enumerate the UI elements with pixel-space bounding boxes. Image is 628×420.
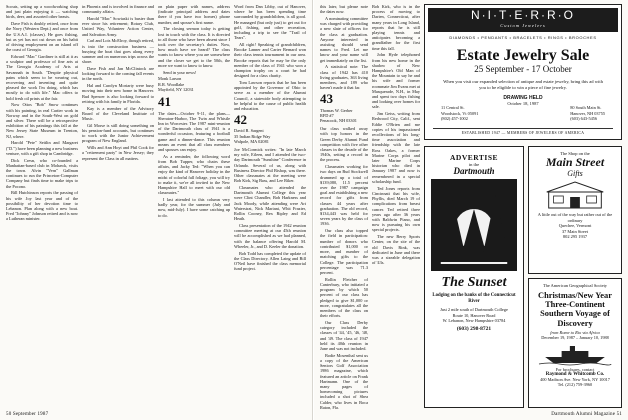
paragraph: As a reminder, the following word from Bob Tupper, who chairs these affairs, and Jacky Ted: "When you can enjoy the kind of Hanover holiday in the midst of colorful fall foliage, you will try to make it, we're all invited to the New Hampshire Hall to meet with our old classmates." (158, 153, 230, 196)
sunset-phone: (603) 298-8721 (456, 325, 492, 332)
contact-label: For brochures, contact (555, 366, 595, 372)
voyage-route: from Rome to Rio via Africa (550, 330, 600, 336)
publication-name: Dartmouth (453, 166, 495, 176)
paragraph: Carl and Lois McElroy, though retired, is into the construction business — busying the boat that goes along every summer and on numerous trips across the shore. (82, 38, 154, 65)
paragraph: on plain paper with names, address (indicate principal address and dates there if you have two homes) phone number, and spouse's first name. (158, 4, 230, 25)
address-line: RFD #7 (320, 112, 334, 118)
advertise-publication (425, 162, 523, 174)
paragraph: Now Ottos "Bob" Snow continues with his painting, in real Cartier work in Norway and in the South-West on gold and silver. There will be a retrospective exhibition of his paintings this fall at the New Jersey State Museum in Trenton, NJ, where. (6, 102, 78, 139)
left-column-4 (234, 4, 306, 404)
sunset-city: W. Lebanon, New Hampshire 03784 (442, 318, 506, 323)
address-line: (603) 643-5456 (570, 116, 598, 121)
jewelry-ad-footer: ESTABLISHED 1947 — MEMBERS OF JEWELERS OF AMERICA (433, 128, 613, 135)
paragraph: Dick Cresn, who co-founded a Manhattan-based club in Mohawk, visits the town. Alvin "Vern" Gallman continues to run the Princeton-Computer Company but finds time to make trips to the Pocono. (6, 157, 78, 189)
voyage-title: Christmas/New Year Three-Continent Southern Voyage of Discovery (538, 290, 612, 328)
paragraph: Our Class Derby category included the classes of '44, '45, '46, '48, and '49. The class of 1947 held its 40th reunion in June and was not included. (320, 319, 368, 351)
paragraph: Dave Fish is doubly retired, once from the Navy (Western Dept.) and once from the U.S.A.I. (classes). He goes fishing, but as yet has not cut down on his habit of driving employment on an island off the coast of Georgia. (6, 21, 78, 53)
class-secretary-address (320, 108, 368, 124)
paragraph: The closing sermon today is getting lost in touch with the class. It is directed to all those who have been absent since I took over the secretary's duties. Now, how much have we heard? The class wants to know where you are somewhere and the closer we get to the 50th, the more we want to know to know. (158, 26, 230, 68)
class-number: 41 (158, 94, 171, 110)
paragraph: Word from Dan Libby, out of Hanover, where he has been spending time surrounded by grandchildren, is all good. He managed (but only just) to get out for golf, fishing, and other recreation, including a trip to see the "Trail of Tears". (234, 4, 306, 41)
paragraph: Classmates who attended the Dartmouth Alumni College this year were Clint Chandler, Bob Harkness and Jack Moody, while attending were Art Waterstrat, Nick Mariani, Whit Frazier, Rollin Cooney, Rex Ripley and Ed Heath. (234, 185, 306, 222)
paragraph: Our class also topped the field in participation: number of donors who contributed $1,000 or more, and number of matching gifts to the College. The participation percentage was 71.3 percent. (320, 228, 368, 275)
paragraph: All right! Speaking of grandchildren, Brooke Lanner and Carter Bernard won their class tennis tournament in our area. Brooke reports that he may be the only member of the class of 1941 who won a champion trophy on a court he had designed for a class charity. (234, 42, 306, 79)
paragraph: I last attended to this column very badly year, for the summer (July and now, mid-July). I have some catching up to do. (158, 197, 230, 218)
sunset-location: Just 2 mile south of Dartmouth College (440, 307, 508, 312)
agency-name: Raymond & Whitcomb Co. (545, 371, 605, 377)
sunset-lodging-ad (424, 146, 524, 408)
paragraph: Our class walked away with top honors in the Green Derby Alumni Fund competition with five other classes in the decade of the 1940s, setting a record in the process. (320, 126, 368, 163)
paragraph: Bob Todd has completed the update of the Class Directory. Allen Laing and Bill O'Neil have finished the class memorial fund project. (234, 250, 306, 272)
paragraph: Tom Lawson reports that he has been appointed by the Governor of Ohio to serve as a member of the Alumni Council, a statewide body attempting to be helpful to the cause of public health and education. (234, 80, 306, 112)
paragraph: Dave Fish and Jan McClintock are looking forward to the coming fall events in the north. (82, 66, 154, 82)
jewelry-logo-subtitle: Custom Jewelers (500, 23, 546, 28)
voyage-dates: December 19, 1987 – January 10, 1988 (541, 335, 609, 341)
paragraph: Bodie Mosenthal sent us a copy of the American Seniors Golf Association 1986 magazine, which featured an article on Frank Hartmann. One of the many pages of homecoming pictures included a shot of Shea Calder, who lives in Boca Raton, Fla. (320, 352, 368, 410)
paragraph: John Hyde telephoned from his new home in the shadow of New Hampshire's Old Man of the Mountain to say he and his wife and former roommate Jim Evans met at Masquerade, N.H., in May and spent two days fishing and looking over homes for sale. (372, 52, 420, 110)
shop-street: 37 Main Street (561, 228, 589, 234)
left-column-2 (82, 4, 154, 404)
paragraph: A nominating committee was charged with providing a new slate of officers for the class at graduation. Anyone interested in assisting should send names to Fred. Let me know and your name will get immediately on the list. (320, 16, 368, 63)
address-line: R.R. Woodlake (158, 81, 185, 87)
drawing-date: October 18, 1987 (507, 101, 539, 106)
address-line: Monk Larson (158, 76, 182, 82)
paragraph: Rollin Fletcher of Canterbury, who initiated a program by which 50 percent of our class has pledged to give $1,000 or more, congratulates all the members of the class on their efforts. (320, 276, 368, 319)
shop-prefix: The Shop on the (560, 151, 590, 156)
society-name: The American Geographical Society (542, 283, 607, 288)
hanover-address (570, 105, 605, 122)
paragraph: Kay is a member of the Advisory Board of the Cleveland Institute of Music. (82, 105, 154, 122)
address-line: Walpole, MA 02081 (234, 138, 269, 144)
in-the-label: in the (468, 162, 480, 167)
voyage-illustration (539, 343, 611, 365)
paragraph: in Phoenix and is involved in finance and community affairs. (82, 4, 154, 15)
paragraph: Send in your news! (163, 69, 197, 75)
address-line: Hanover, NH 03755 (570, 110, 605, 116)
storefront-icon (537, 180, 613, 210)
paragraph: The new Berry Sports Center, on the site of the old Davis Rink, was dedicated in June and there was a sizeable delegation of '43s. (372, 234, 420, 266)
paragraph: Bill Hutchinson reports the passing of his wife Joy last year and of the possibility of her devotion time to Lebanon. Plan along with a new boat. Fred "Johnny" Johnson retired and is now a Lutheran minister. (6, 190, 79, 222)
page-folio: 50 September 1987 (6, 412, 49, 417)
paragraph: Bob Kirk, who is in the process of moving to Darien, Connecticut, after many years in Long Island, reports that he is still playing tennis and anticipates becoming a grandfather for the first time this fall. (372, 4, 420, 51)
address-line: Woodstock, Vt 05091 (441, 110, 479, 116)
paragraph: Harold "Mac" Sowiaski is busier than ever since his retirement; Rotary Club, United Way, Volunteer Action Center, and Salvation Army. (82, 16, 154, 37)
left-page (0, 0, 313, 420)
pine-trees-icon (431, 179, 517, 271)
drawing-heading: DRAWING HELD (503, 95, 543, 101)
class-secretary-address (234, 128, 306, 144)
shop-slogan: A little out of the way but rather out of the ordinary (537, 212, 613, 223)
ship-icon (539, 343, 611, 365)
sunset-tagline: Lodging on the banks of the Connecticut River (432, 293, 516, 304)
shop-town: Quechee, Vermont (558, 223, 592, 229)
paragraph: Classmates working for two days on Bud Stockwell drummed up a total of $139,080, 11.5 percent over the 1987 campaign goal and establishing a new record for gifts from classes 44 years after graduation. The old record, $134,443 was held for seven years by the class of 1936. (320, 164, 368, 227)
paragraph: Ted Jones reports from Cincinnati that his wife, Phyllis, died March 19 of complications from breast cancer. Ted retired three years ago after 36 years with Baldwin Piano, and now is pursuing his own special projects. (372, 185, 420, 233)
paragraph: Wills and Ann Hoyt and Phil Cook for a "retirement party" in New Jersey; they represent the Class in all matters. (82, 145, 154, 161)
shop-name: Main Street (545, 155, 605, 169)
paragraph: A statistical note: The class of 1942 has 410 living graduates, 363 living members, and 189 who haven't made it that far. (320, 64, 368, 91)
advertise-heading: ADVERTISE (450, 153, 498, 162)
paragraph: Jim Geiss, writing from Redwood City, Calif., sent Eddie O'Brien and me copies of his impassioned recollections of his long-time association and friendship with the late Ross Oakes, a former Marine Corps pilot and later Marine Corps historian who died in January 1987 and now is remembered in a special scholarship fund. (372, 111, 420, 184)
address-line: Mayfield, NY 12031 (158, 86, 194, 92)
paragraph: The dates—October 9-11, the plans—Sheraton-Harbor, The Twin and Whistle Inn in Worcester. The 1987 mini-reunion of the Dartmouth class of 1941 is a wonderful occasion, featuring a football game and a dinner-dance. This reunion means an event that all class members and spouses can enjoy. (158, 110, 230, 153)
address-line: 35 Indian Ridge Way (234, 133, 271, 139)
shop-illustration (537, 180, 613, 210)
address-line: Thomas W. Gerber (320, 107, 353, 113)
right-column-1 (320, 4, 368, 410)
agency-phone: Tel. (212) 759-3960 (557, 382, 593, 388)
paragraph: Scouts, setting up a woodworking shop and just plain enjoying it — watching birds, deer, and assorted other beasts. (6, 4, 78, 20)
class-number: 42 (234, 111, 247, 127)
address-line: 80 South Main St. (570, 105, 602, 110)
class-secretary-address (158, 76, 230, 92)
sunset-logo: The Sunset (441, 275, 507, 290)
address-line: Penacook, NH 03301 (320, 118, 357, 124)
agency-address: 400 Madison Ave. New York, NY 10017 (540, 376, 610, 382)
jewelry-logo-banner (428, 8, 618, 32)
jewelry-sale-ad (424, 4, 622, 140)
page-folio: Dartmouth Alumni Magazine 51 (551, 412, 622, 417)
sunset-illustration (431, 179, 517, 271)
shop-gifts-label: Gifts (567, 169, 583, 178)
paragraph: Class presentation of the 1942 reunion committee meeting at our 45th reunion will be accomplished as we had planned, with the balance offering Harold M. Wheeler, Jr., and D. Keeler the donation. (234, 223, 306, 249)
voyage-of-discovery-ad (528, 278, 622, 408)
paragraph: Harold "Pete" Seitlin and Margaret ("D.") have been planning a new business venture, with a gift shop in Cambridge. (6, 140, 78, 156)
address-line: (802) 457-1002 (441, 116, 468, 121)
main-street-gifts-ad (528, 146, 622, 274)
sunset-address: Route 10, Hanover Road (452, 312, 496, 318)
jewelry-ad-title: Estate Jewelry Sale (456, 47, 590, 64)
jewelry-logo: N·I·T·E·R·R·O (471, 8, 575, 22)
shop-phone: 802 295 1937 (562, 234, 588, 240)
class-number: 43 (320, 91, 333, 107)
paragraph: Hal and Carolyn Moriarty were busy moving into their new home in Hanover. Bud Spencer is also looking forward to retiring with his family in Florida. (82, 83, 154, 104)
address-line: David R. Sargent (234, 128, 264, 134)
address-line: 11 Central St. (441, 105, 465, 110)
right-page (314, 0, 628, 420)
paragraph: Edward "Mac" Gardiner is still at it as a sculptor and professor of fine arts at The Georgia Academy of Arts at Savannah in South. "Despite physical pains which seem to be wearing out, recovering and inventing and quite pleased the work I'm doing, which has mostly to do with life." Mac offers to hold fresh oil prints at the fair. (6, 54, 78, 101)
jewelry-ad-description: When you visit our expanded selection of antique and estate jewelry, bring this ad with you to be eligible to win a piece of fine jewelry. (443, 79, 603, 90)
right-column-2 (372, 4, 420, 404)
left-column-1 (6, 4, 78, 404)
jewelry-categories: DIAMONDS • PENDANTS • BRACELETS • RINGS • BROOCHES (449, 35, 597, 40)
jewelry-sale-dates: 25 September - 17 October (474, 64, 572, 74)
left-column-3 (158, 4, 230, 404)
woodstock-address (441, 105, 478, 122)
paragraph: Joe McCormick writes: "In late March my wife, Eileen, and I attended the two-day Dartmouth "Sunshine" Conference in Orlando. Several of us, along with Business Director Phil Bishop, was there. Other classmates at the meeting were Bob Kirk, Sig Bass, and Lee Riker. (234, 147, 306, 184)
paragraph: this later, but please note the dates now. (320, 4, 368, 15)
paragraph: Gil Morse is still doing something on his pension-fund accounts, but continues to work with the Junior Achievement program of New England. (82, 122, 154, 144)
